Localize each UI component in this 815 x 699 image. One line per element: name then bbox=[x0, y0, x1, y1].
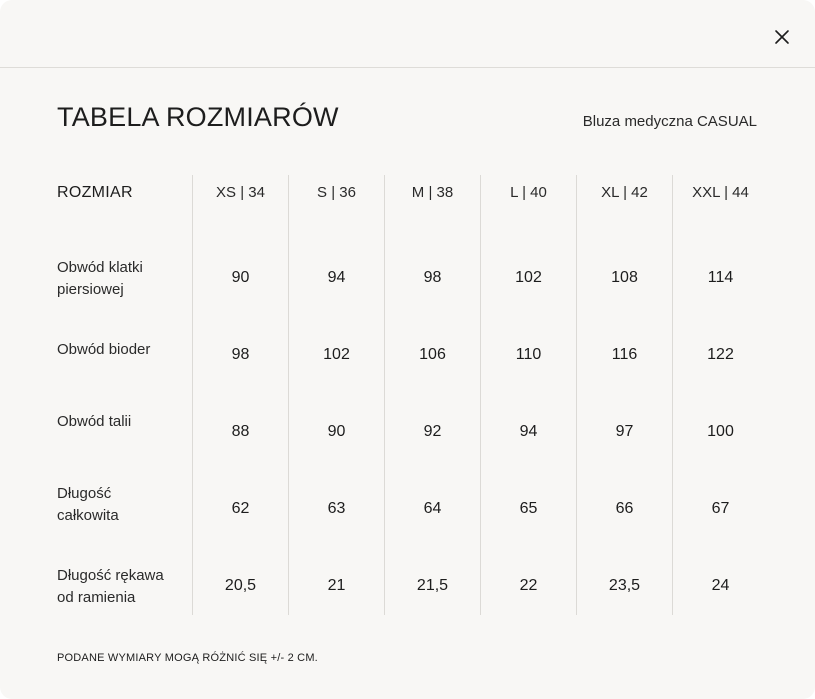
row-label-line: Obwód bioder bbox=[57, 341, 151, 358]
table-cell: 66 bbox=[615, 500, 634, 517]
row-label-waist bbox=[57, 411, 187, 433]
table-cell: 108 bbox=[611, 269, 638, 286]
close-button[interactable] bbox=[770, 25, 794, 49]
row-label-line: Długość rękawa bbox=[57, 567, 164, 584]
column-divider bbox=[192, 175, 193, 615]
table-cell: 20,5 bbox=[224, 577, 257, 594]
table-cell: 122 bbox=[707, 346, 734, 363]
column-divider bbox=[576, 175, 577, 615]
footnote: PODANE WYMIARY MOGĄ RÓŻNIĆ SIĘ +/- 2 CM. bbox=[57, 652, 318, 664]
size-column-l: L | 40 bbox=[510, 184, 547, 201]
size-column-xxl: XXL | 44 bbox=[692, 184, 749, 201]
table-cell: 23,5 bbox=[608, 577, 641, 594]
table-cell: 106 bbox=[419, 346, 446, 363]
table-cell: 114 bbox=[707, 269, 734, 286]
row-label-hips bbox=[57, 339, 187, 361]
size-column-xl: XL | 42 bbox=[601, 184, 648, 201]
column-divider bbox=[288, 175, 289, 615]
table-cell: 90 bbox=[231, 269, 250, 286]
row-label-line: Obwód talii bbox=[57, 413, 132, 430]
table-cell: 102 bbox=[323, 346, 350, 363]
column-divider bbox=[672, 175, 673, 615]
table-cell: 65 bbox=[519, 500, 538, 517]
size-column-s: S | 36 bbox=[317, 184, 356, 201]
table-cell: 110 bbox=[515, 346, 542, 363]
row-label-chest bbox=[57, 257, 187, 301]
table-cell: 62 bbox=[231, 500, 250, 517]
table-cell: 21 bbox=[327, 577, 346, 594]
table-cell: 98 bbox=[423, 269, 442, 286]
table-cell: 98 bbox=[231, 346, 250, 363]
modal-header bbox=[0, 0, 815, 68]
table-cell: 21,5 bbox=[416, 577, 449, 594]
modal-title: TABELA ROZMIARÓW bbox=[57, 102, 339, 132]
size-column-m: M | 38 bbox=[411, 184, 454, 201]
row-label-line: całkowita bbox=[57, 507, 119, 524]
size-header-label: ROZMIAR bbox=[57, 184, 133, 201]
table-cell: 90 bbox=[327, 423, 346, 440]
table-cell: 67 bbox=[711, 500, 730, 517]
row-label-line: Długość bbox=[57, 485, 112, 502]
table-cell: 22 bbox=[519, 577, 538, 594]
size-column-xs: XS | 34 bbox=[216, 184, 265, 201]
product-name: Bluza medyczna CASUAL bbox=[582, 113, 757, 130]
close-icon bbox=[770, 25, 794, 49]
table-cell: 88 bbox=[231, 423, 250, 440]
table-cell: 102 bbox=[515, 269, 542, 286]
table-cell: 97 bbox=[615, 423, 634, 440]
table-cell: 63 bbox=[327, 500, 346, 517]
table-cell: 64 bbox=[423, 500, 442, 517]
row-label-sleeve-length bbox=[57, 565, 187, 609]
table-cell: 94 bbox=[519, 423, 538, 440]
table-cell: 100 bbox=[707, 423, 734, 440]
row-label-total-length bbox=[57, 483, 187, 527]
table-cell: 92 bbox=[423, 423, 442, 440]
row-label-line: Obwód klatki bbox=[57, 259, 143, 276]
column-divider bbox=[384, 175, 385, 615]
table-cell: 94 bbox=[327, 269, 346, 286]
column-divider bbox=[480, 175, 481, 615]
table-cell: 116 bbox=[611, 346, 638, 363]
row-label-line: piersiowej bbox=[57, 281, 124, 298]
row-label-line: od ramienia bbox=[57, 589, 136, 606]
table-cell: 24 bbox=[711, 577, 730, 594]
